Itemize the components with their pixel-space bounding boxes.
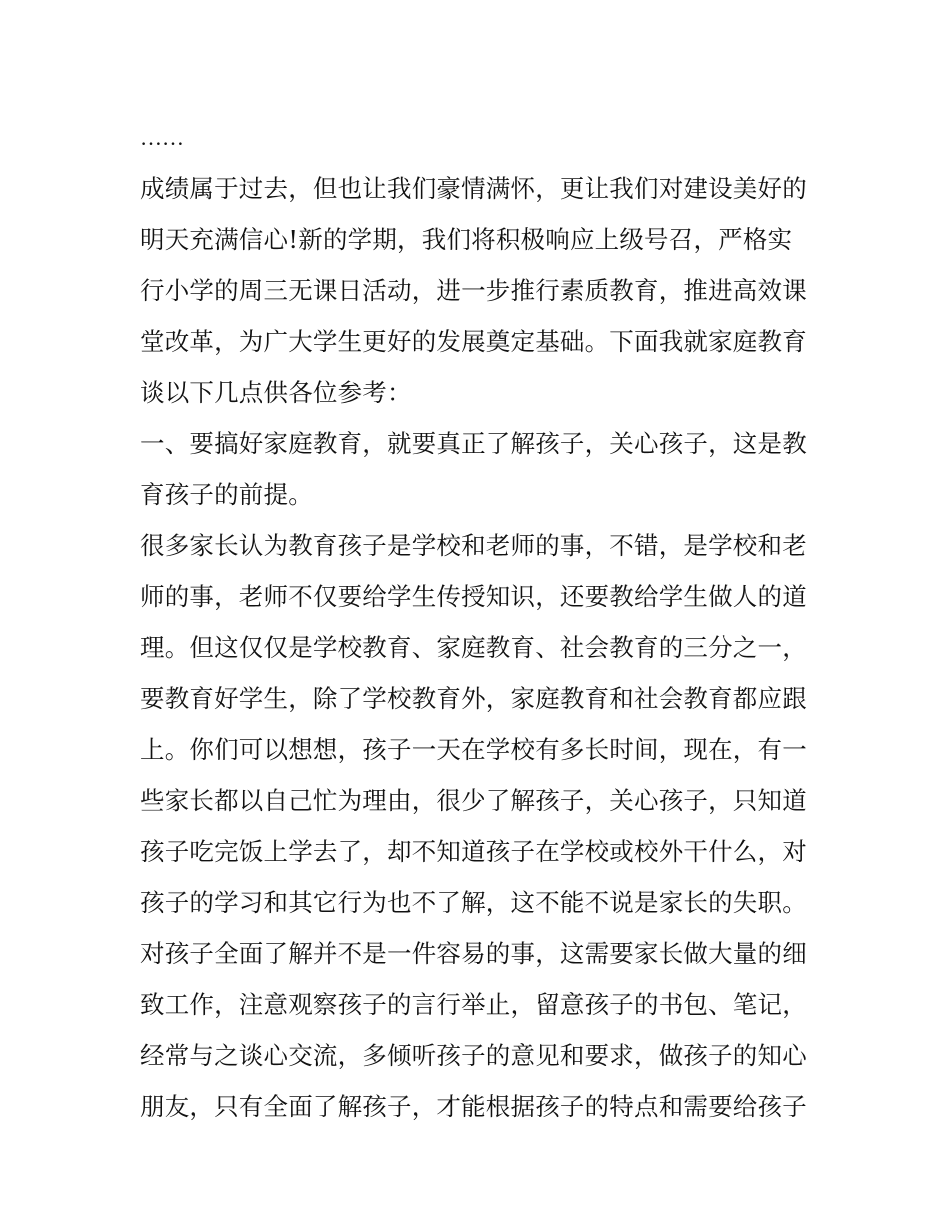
text-line: 经常与之谈心交流，多倾听孩子的意见和要求，做孩子的知心: [140, 1041, 807, 1070]
text-line: 堂改革，为广大学生更好的发展奠定基础。下面我就家庭教育: [140, 327, 807, 356]
text-line: 明天充满信心!新的学期，我们将积极响应上级号召，严格实: [140, 225, 793, 254]
text-line: 朋友，只有全面了解孩子，才能根据孩子的特点和需要给孩子: [140, 1092, 807, 1121]
text-line-ellipsis: ……: [140, 125, 184, 150]
document-body: [140, 112, 820, 1132]
text-line: 些家长都以自己忙为理由，很少了解孩子，关心孩子，只知道: [140, 786, 807, 815]
section-heading-line: 育孩子的前提。: [140, 480, 313, 509]
text-line: 理。但这仅仅是学校教育、家庭教育、社会教育的三分之一，: [140, 633, 807, 662]
text-line: 对孩子全面了解并不是一件容易的事，这需要家长做大量的细: [140, 939, 807, 968]
section-heading-line: 一、要搞好家庭教育，就要真正了解孩子，关心孩子，这是教: [140, 429, 807, 458]
text-line: 孩子吃完饭上学去了，却不知道孩子在学校或校外干什么，对: [140, 837, 807, 866]
text-line: 孩子的学习和其它行为也不了解，这不能不说是家长的失职。: [140, 888, 807, 917]
text-line: 成绩属于过去，但也让我们豪情满怀，更让我们对建设美好的: [140, 174, 807, 203]
text-line: 很多家长认为教育孩子是学校和老师的事，不错，是学校和老: [140, 531, 807, 560]
text-line: 行小学的周三无课日活动，进一步推行素质教育，推进高效课: [140, 276, 807, 305]
text-line: 谈以下几点供各位参考：: [140, 378, 412, 407]
text-line: 师的事，老师不仅要给学生传授知识，还要教给学生做人的道: [140, 582, 807, 611]
text-line: 上。你们可以想想，孩子一天在学校有多长时间，现在，有一: [140, 735, 807, 764]
text-line: 致工作，注意观察孩子的言行举止，留意孩子的书包、笔记，: [140, 990, 807, 1019]
text-line: 要教育好学生，除了学校教育外，家庭教育和社会教育都应跟: [140, 684, 807, 713]
